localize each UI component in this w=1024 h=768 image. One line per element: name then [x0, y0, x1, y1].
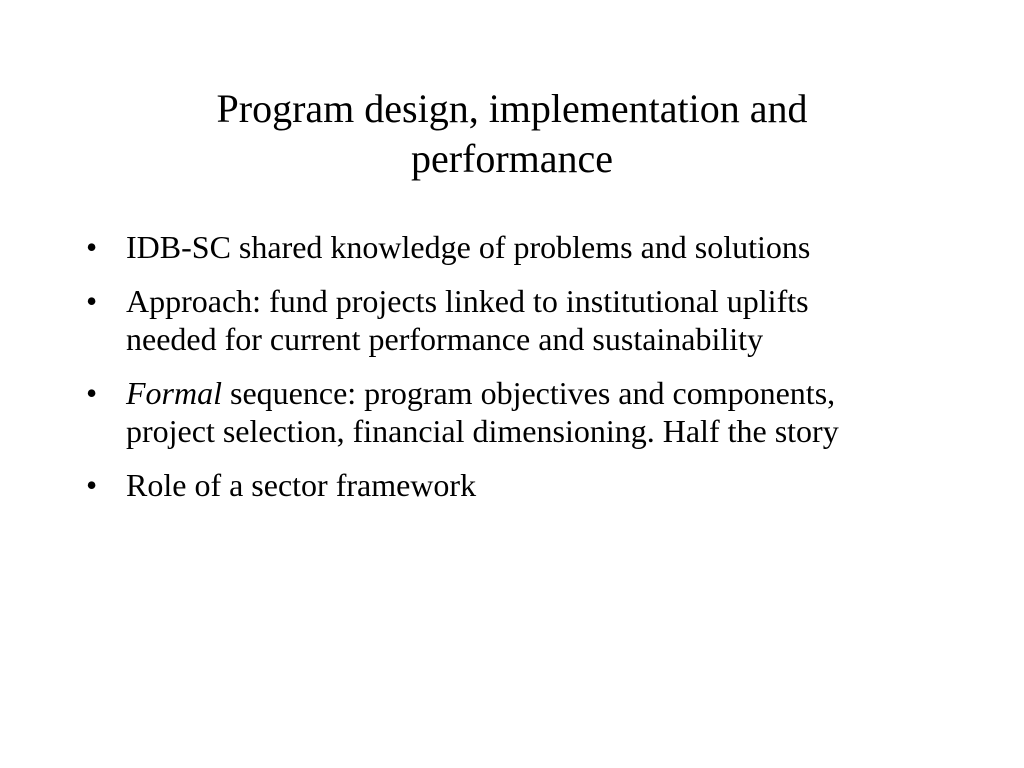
slide-title-line-1: Program design, implementation and — [216, 86, 808, 131]
bullet-item — [86, 228, 906, 266]
bullet-dot-icon: • — [86, 375, 98, 411]
bullet-item — [86, 466, 906, 504]
bullet-dot-icon: • — [86, 283, 98, 319]
bullet-text-body: IDB-SC shared knowledge of problems and solutions — [126, 229, 811, 265]
bullet-text — [126, 283, 809, 357]
bullet-list — [86, 228, 906, 520]
bullet-text — [126, 467, 476, 503]
slide-title-line-2: performance — [410, 136, 614, 181]
bullet-dot-icon: • — [86, 229, 98, 265]
bullet-dot-icon: • — [86, 467, 98, 503]
bullet-item — [86, 374, 906, 450]
bullet-emphasis: Formal — [126, 375, 222, 411]
bullet-text — [126, 375, 839, 449]
bullet-text-body: Role of a sector framework — [126, 467, 477, 503]
slide-title — [112, 84, 912, 184]
bullet-text-body: sequence: program objectives and components, project selection, financial dimensioning. Half the story — [126, 375, 839, 449]
bullet-text-body: Approach: fund projects linked to institutional uplifts needed for current performance and sustainability — [126, 283, 809, 357]
bullet-text — [126, 229, 810, 265]
bullet-item — [86, 282, 906, 358]
